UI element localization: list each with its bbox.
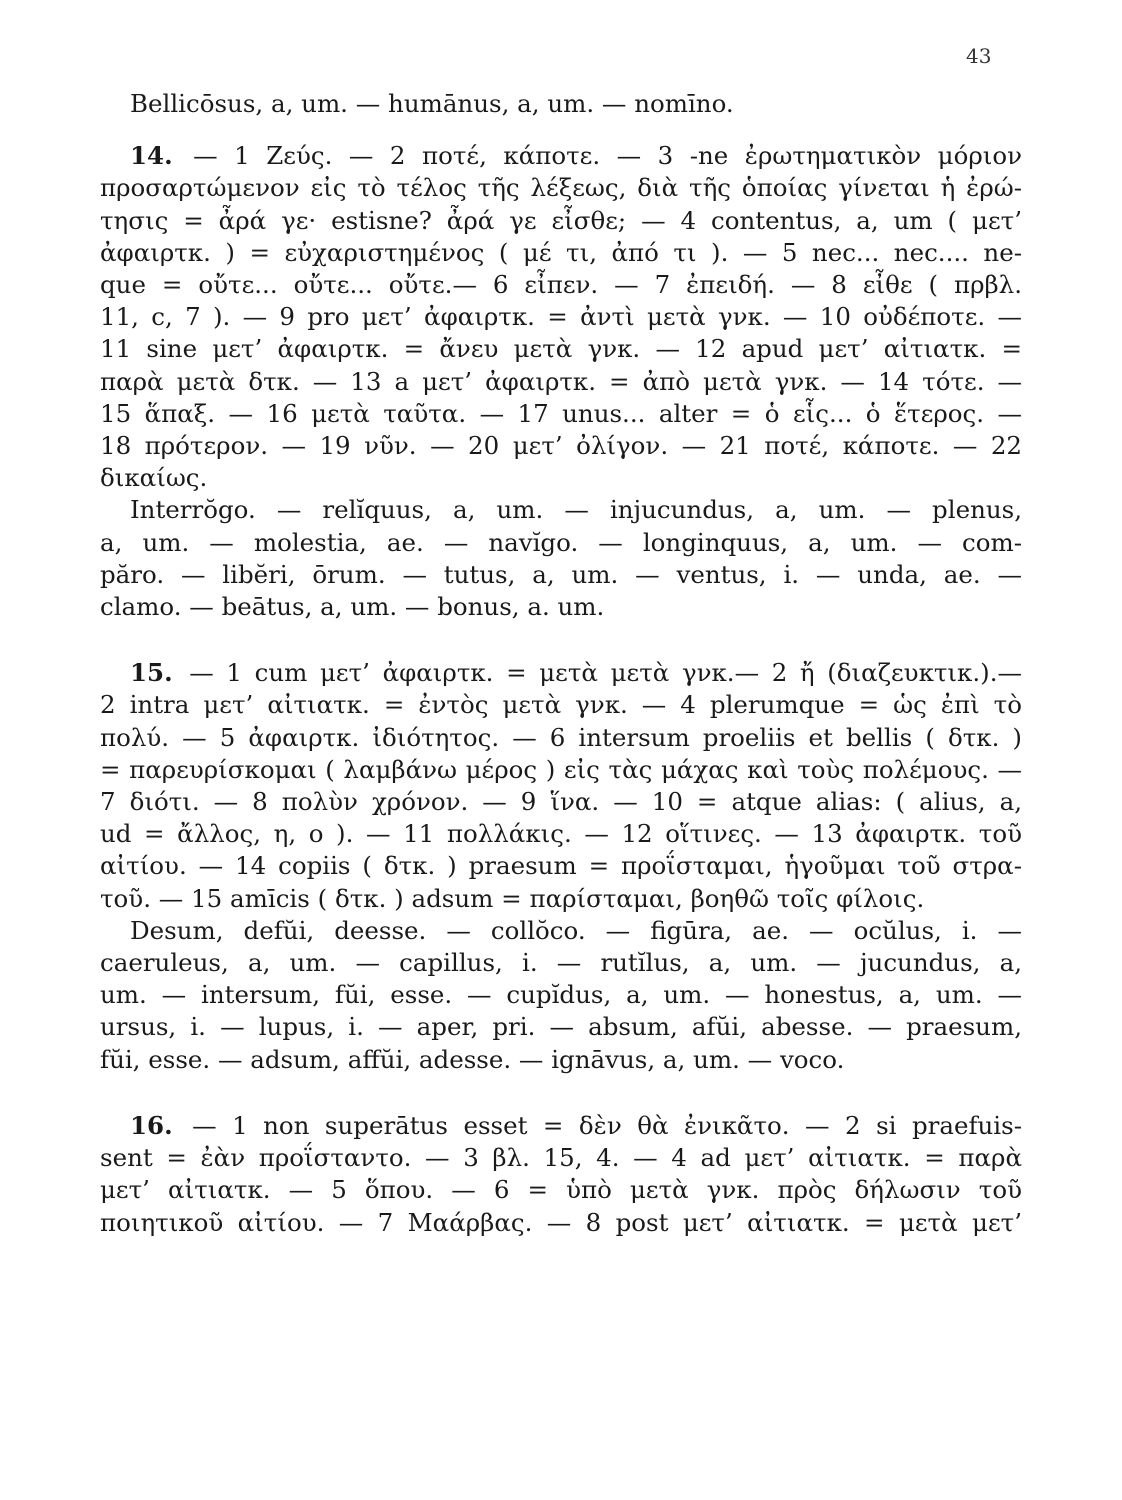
section-14-notes	[100, 140, 1022, 494]
text-line: sent = ἐὰν προΐσταντο. — 3 βλ. 15, 4. — 4 ad μετ’ αἰτιατκ. = παρὰ	[100, 1143, 1022, 1173]
text-line: Bellicōsus, a, um. — humānus, a, um. — nomīno.	[130, 89, 734, 118]
text-line: ποιητικοῦ αἰτίου. — 7 Μαάρβας. — 8 post μετ’ αἰτιατκ. = μετὰ μετ’	[100, 1207, 1022, 1237]
text-line: um. — intersum, fŭi, esse. — cupĭdus, a, um. — honestus, a, um. —	[100, 980, 1022, 1010]
page-number: 43	[966, 44, 992, 68]
text-line: τοῦ. — 15 amīcis ( δτκ. ) adsum = παρίσταμαι, βοηθῶ τοῖς φίλοις.	[100, 883, 925, 913]
text-line: fŭi, esse. — adsum, affŭi, adesse. — ignāvus, a, um. — voco.	[100, 1044, 845, 1074]
text-line: clamo. — beātus, a, um. — bonus, a. um.	[100, 592, 605, 622]
text-line: αἰτίου. — 14 copiis ( δτκ. ) praesum = προΐσταμαι, ἡγοῦμαι τοῦ στρα-	[100, 851, 1022, 881]
text-line: 14. — 1 Ζεύς. — 2 ποτέ, κάποτε. — 3 -ne ἐρωτηματικὸν μόριον	[130, 141, 1022, 171]
text-line: ursus, i. — lupus, i. — aper, pri. — absum, afŭi, abesse. — praesum,	[100, 1012, 1022, 1042]
page-content	[100, 88, 1022, 1239]
section-number: 14.	[130, 141, 173, 171]
text-line: παρὰ μετὰ δτκ. — 13 a μετ’ ἀφαιρτκ. = ἀπὸ μετὰ γνκ. — 14 τότε. —	[100, 366, 1022, 396]
text-line: păro. — libĕri, ōrum. — tutus, a, um. — ventus, i. — unda, ae. —	[100, 559, 1022, 589]
text-line: μετ’ αἰτιατκ. — 5 ὅπου. — 6 = ὑπὸ μετὰ γνκ. πρὸς δήλωσιν τοῦ	[100, 1175, 1022, 1205]
text-line: Desum, defŭi, deesse. — collŏco. — figūra, ae. — ocŭlus, i. —	[130, 915, 1022, 945]
section-15-vocab	[100, 915, 1022, 1076]
section-14-vocab	[100, 494, 1022, 623]
text-line: 11, c, 7 ). — 9 pro μετ’ ἀφαιρτκ. = ἀντὶ μετὰ γνκ. — 10 οὐδέποτε. —	[100, 302, 1022, 332]
text-line: que = οὔτε... οὔτε... οὔτε.— 6 εἶπεν. — 7 ἐπειδή. — 8 εἶθε ( πρβλ.	[100, 270, 1022, 300]
text-line: 7 διότι. — 8 πολὺν χρόνον. — 9 ἵνα. — 10 = atque alias: ( alius, a,	[100, 787, 1022, 817]
text-line: caeruleus, a, um. — capillus, i. — rutĭlus, a, um. — jucundus, a,	[100, 948, 1022, 978]
section-number: 15.	[130, 658, 173, 688]
section-16-notes	[100, 1110, 1022, 1239]
text-line: δικαίως.	[100, 463, 208, 493]
text-line: πολύ. — 5 ἀφαιρτκ. ἰδιότητος. — 6 intersum proeliis et bellis ( δτκ. )	[100, 722, 1022, 752]
text-line: = παρευρίσκομαι ( λαμβάνω μέρος ) εἰς τὰς μάχας καὶ τοὺς πολέμους. —	[100, 754, 1022, 784]
text-line: ἀφαιρτκ. ) = εὐχαριστημένος ( μέ τι, ἀπό τι ). — 5 nec... nec.... ne-	[100, 237, 1022, 267]
intro-vocab	[100, 88, 1022, 120]
text-line: a, um. — molestia, ae. — navĭgo. — longinquus, a, um. — com-	[100, 527, 1022, 557]
text-line: 2 intra μετ’ αἰτιατκ. = ἐντὸς μετὰ γνκ. — 4 plerumque = ὡς ἐπὶ τὸ	[100, 690, 1022, 720]
section-15-notes	[100, 657, 1022, 915]
text-line: τησις = ἆρά γε· estisne? ἆρά γε εἶσθε; — 4 contentus, a, um ( μετ’	[100, 205, 1022, 235]
text-line: 15 ἅπαξ. — 16 μετὰ ταῦτα. — 17 unus... alter = ὁ εἷς... ὁ ἕτερος. —	[100, 398, 1022, 428]
text-line: 15. — 1 cum μετ’ ἀφαιρτκ. = μετὰ μετὰ γνκ.— 2 ἤ (διαζευκτικ.).—	[130, 658, 1022, 688]
text-line: 11 sine μετ’ ἀφαιρτκ. = ἄνευ μετὰ γνκ. — 12 apud μετ’ αἰτιατκ. =	[100, 334, 1022, 364]
text-line: ud = ἄλλος, η, ο ). — 11 πολλάκις. — 12 οἵτινες. — 13 ἀφαιρτκ. τοῦ	[100, 819, 1022, 849]
text-line: 18 πρότερον. — 19 νῦν. — 20 μετ’ ὀλίγον. — 21 ποτέ, κάποτε. — 22	[100, 431, 1022, 461]
text-line: Interrŏgo. — relĭquus, a, um. — injucundus, a, um. — plenus,	[130, 495, 1022, 525]
text-line: 16. — 1 non superātus esset = δὲν θὰ ἐνικᾶτο. — 2 si praefuis-	[130, 1110, 1022, 1140]
section-number: 16.	[130, 1110, 173, 1140]
text-line: προσαρτώμενον εἰς τὸ τέλος τῆς λέξεως, διὰ τῆς ὁποίας γίνεται ἡ ἐρώ-	[100, 173, 1022, 203]
